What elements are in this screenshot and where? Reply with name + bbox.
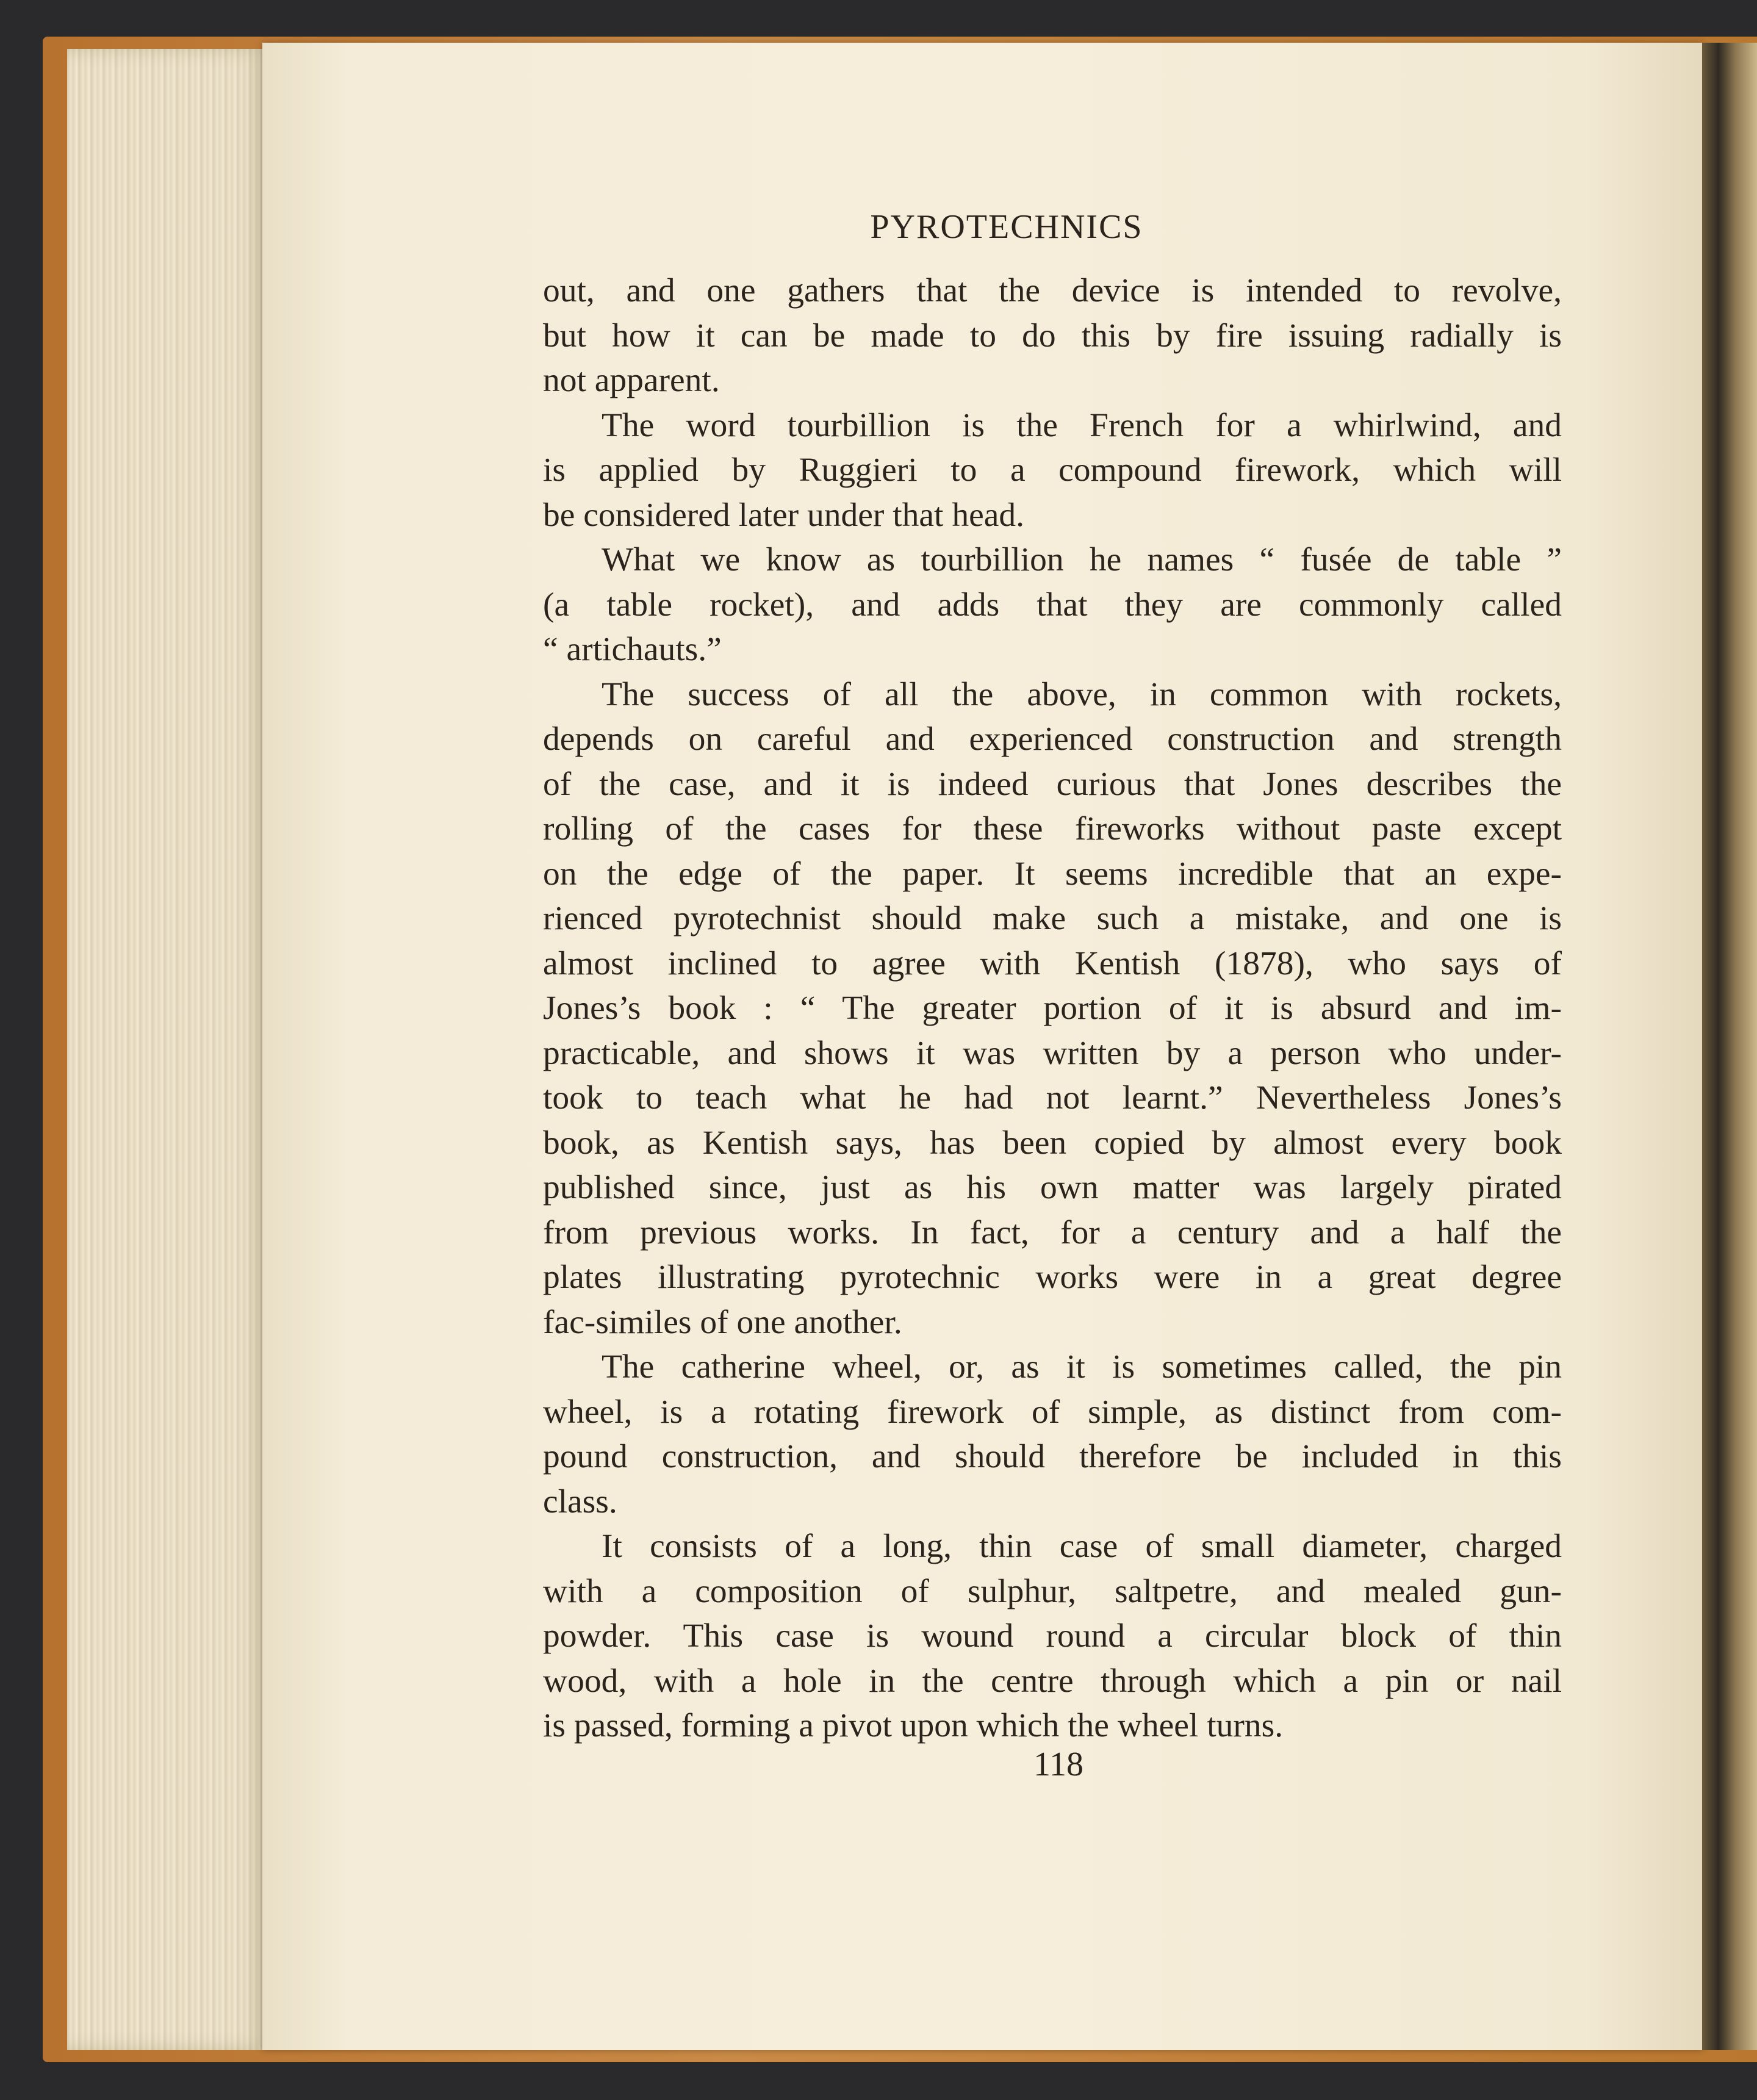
text-line: took to teach what he had not learnt.” Nevertheless Jones’s (543, 1079, 1562, 1117)
text-line: not apparent. (543, 362, 720, 399)
page-edges (67, 49, 268, 2050)
running-head: PYROTECHNICS (870, 208, 1143, 246)
text-line: class. (543, 1483, 617, 1520)
text-line: practicable, and shows it was written by a person who under- (543, 1034, 1562, 1072)
text-line: on the edge of the paper. It seems incredible that an expe- (543, 855, 1562, 893)
next-page-edge (1702, 43, 1757, 2050)
text-line: of the case, and it is indeed curious that Jones describes the (543, 765, 1562, 803)
page-number: 118 (1033, 1746, 1083, 1783)
text-line: depends on careful and experienced construction and strength (543, 721, 1562, 758)
text-line: It consists of a long, thin case of small diameter, charged (602, 1528, 1562, 1565)
body-text (543, 268, 1562, 1749)
text-line: published since, just as his own matter was largely pirated (543, 1169, 1562, 1206)
text-line: out, and one gathers that the device is intended to revolve, (543, 272, 1562, 309)
text-line: with a composition of sulphur, saltpetre, and mealed gun- (543, 1572, 1562, 1610)
text-line: from previous works. In fact, for a century and a half the (543, 1214, 1562, 1251)
text-line: “ artichauts.” (543, 631, 722, 668)
text-line: rolling of the cases for these fireworks without paste except (543, 810, 1562, 847)
text-line: book, as Kentish says, has been copied by almost every book (543, 1124, 1562, 1162)
text-line: wheel, is a rotating firework of simple, as distinct from com- (543, 1393, 1562, 1431)
text-line: is applied by Ruggieri to a compound firework, which will (543, 451, 1562, 489)
text-line: but how it can be made to do this by fire issuing radially is (543, 317, 1562, 354)
text-line: What we know as tourbillion he names “ fusée de table ” (602, 541, 1562, 578)
text-line: rienced pyrotechnist should make such a mistake, and one is (543, 900, 1562, 937)
text-line: Jones’s book : “ The greater portion of it is absurd and im- (543, 990, 1562, 1027)
text-line: The success of all the above, in common with rockets, (602, 675, 1562, 713)
text-line: pound construction, and should therefore be included in this (543, 1438, 1562, 1475)
text-line: The word tourbillion is the French for a whirlwind, and (602, 406, 1562, 444)
text-line: almost inclined to agree with Kentish (1878), who says of (543, 944, 1562, 982)
text-line: is passed, forming a pivot upon which the wheel turns. (543, 1707, 1284, 1744)
text-line: be considered later under that head. (543, 496, 1024, 534)
text-line: wood, with a hole in the centre through which a pin or nail (543, 1662, 1562, 1700)
text-line: powder. This case is wound round a circular block of thin (543, 1617, 1562, 1655)
text-line: (a table rocket), and adds that they are commonly called (543, 586, 1562, 624)
text-line: The catherine wheel, or, as it is sometimes called, the pin (602, 1348, 1562, 1386)
text-line: plates illustrating pyrotechnic works were in a great degree (543, 1259, 1562, 1296)
text-line: fac-similes of one another. (543, 1303, 902, 1341)
